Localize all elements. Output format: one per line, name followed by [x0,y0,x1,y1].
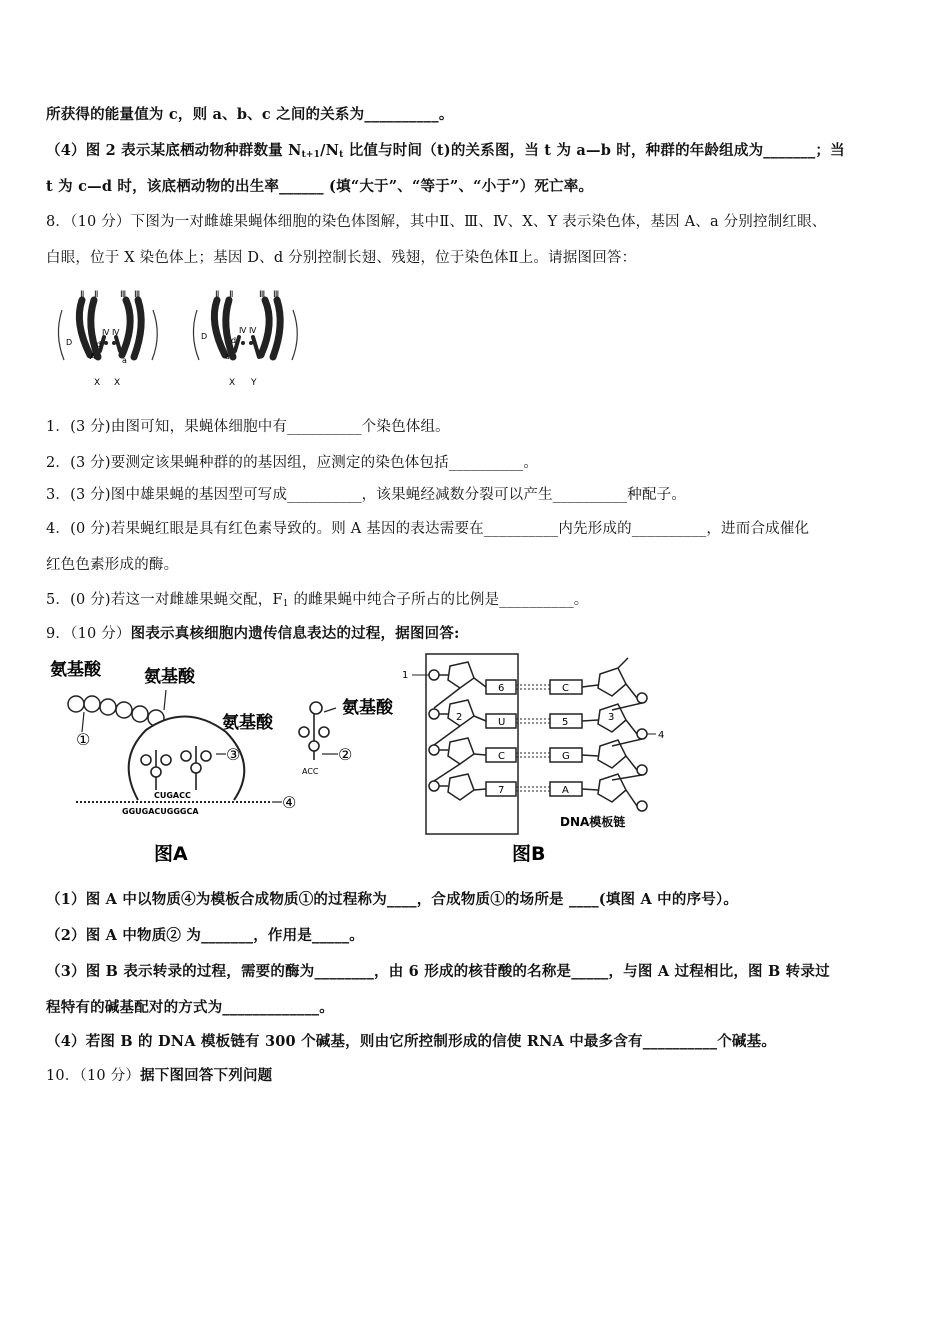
q8-stem-line-1: 8．（10 分）下图为一对雌雄果蝇体细胞的染色体图解，其中Ⅱ、Ⅲ、Ⅳ、X、Y 表示染色体，基因 A、a 分别控制红眼、 [46,214,827,230]
figB-base-G: G [562,751,570,762]
figB-caption: 图B [512,843,546,865]
hydrogen-bonds [516,685,550,791]
label-Y-male: Y [251,378,257,388]
male-karyotype [193,290,297,388]
q7-line-2: （4）图 2 表示某底栖动物种群数量 $N_{t+1}/N_t$ 比值与时间（t)的关系图，当 t 为 a—b 时，种群的年龄组成为_______；当 [46,142,845,160]
q9-sub-4: （4）若图 B 的 DNA 模板链有 300 个碱基，则由它所控制形成的信使 RNA 中最多含有__________个碱基。 [46,1033,777,1050]
female-karyotype [58,290,157,388]
figA-label-3: ③ [226,745,241,764]
figA-amino-acid-4: 氨基酸 [342,698,393,718]
label-III-male: Ⅲ [259,290,266,300]
label-X-female-1: X [94,378,101,388]
figA-caption: 图A [154,843,188,865]
gene-a-male: a [225,352,230,361]
free-trna [299,702,329,760]
gene-a-female: a [122,356,127,365]
label-III-male-2: Ⅲ [273,290,280,300]
q9-sub-1: （1）图 A 中以物质④为模板合成物质①的过程称为____，合成物质①的场所是 ____(填图 A 中的序号）。 [46,891,739,908]
figA-label-4: ④ [282,793,297,812]
q8-sub-5: 5．(0 分)若这一对雌雄果蝇交配，$F_1$ 的雌果蝇中纯合子所占的比例是__________。 [46,592,589,609]
gene-D-male: D [201,332,208,341]
label-II-female: Ⅱ [80,290,85,300]
q10-stem: 10．（10 分）据下图回答下列问题 [46,1067,273,1084]
q8-sub-4-line-1: 4．(0 分)若果蝇红眼是具有红色素导致的。则 A 基因的表达需要在__________内先形成的__________，进而合成催化 [46,521,810,537]
peptide-chain [68,696,164,726]
figB-base-A: A [562,785,569,796]
chromosome-figure [50,285,310,390]
q8-sub-1: 1．(3 分)由图可知，果蝇体细胞中有__________个染色体组。 [46,419,450,435]
label-X-male: X [229,378,236,388]
figB-label-5: 5 [562,717,569,728]
q8-sub-3: 3．(3 分)图中雄果蝇的基因型可写成__________，该果蝇经减数分裂可以产生__________种配子。 [46,487,687,503]
gene-d-male: d [231,336,237,345]
q9-sub-2: （2）图 A 中物质② 为_______，作用是_____。 [46,927,364,944]
figure-b-transcription [402,650,680,875]
figA-amino-acid-3: 氨基酸 [222,713,273,733]
figB-base-C-dna: C [562,683,569,694]
label-II-female-2: Ⅱ [94,290,99,300]
q9-sub-3-line-2: 程特有的碱基配对的方式为_____________。 [46,999,334,1016]
label-III-female: Ⅲ [120,290,127,300]
q7-line-1: 所获得的能量值为 c，则 a、b、c 之间的关系为__________。 [46,106,454,123]
label-X-female-2: X [114,378,121,388]
figA-label-1: ① [76,730,91,749]
figA-amino-acid-1: 氨基酸 [50,660,101,680]
figB-label-7: 7 [498,785,505,796]
figA-anticodon: CUGACC [154,791,191,800]
q9-stem: 9．（10 分）图表示真核细胞内遗传信息表达的过程，据图回答: [46,625,460,642]
figB-label-1: 1 [402,670,409,681]
label-IV-female-2: Ⅳ [112,328,120,337]
label-II-male: Ⅱ [215,290,220,300]
gene-D-female: D [66,338,73,347]
q8-sub-2: 2．(3 分)要测定该果蝇种群的的基因组，应测定的染色体包括__________。 [46,455,539,471]
figA-acc: ACC [302,767,319,776]
figB-template-label: DNA模板链 [560,815,626,829]
figB-label-2: 2 [456,712,463,723]
q8-sub-4-line-2: 红色色素形成的酶。 [46,557,179,573]
label-IV-female: Ⅳ [102,328,110,337]
gene-d-female: d [96,340,102,349]
figB-label-4: 4 [658,730,665,741]
q8-stem-line-2: 白眼，位于 X 染色体上；基因 D、d 分别控制长翅、残翅，位于染色体Ⅱ上。请据图回答： [46,250,637,266]
label-IV-male-2: Ⅳ [249,326,257,335]
figure-a-translation [46,650,416,875]
q7-line-3: t 为 c—d 时，该底栖动物的出生率______ (填“大于”、“等于”、“小于”）死亡率。 [46,178,594,195]
figB-label-3: 3 [608,712,615,723]
gene-A-female: A [90,352,96,361]
label-IV-male: Ⅳ [239,326,247,335]
figA-amino-acid-2: 氨基酸 [144,667,195,687]
figA-label-2: ② [338,745,353,764]
label-II-male-2: Ⅱ [229,290,234,300]
figB-base-C-rna: C [498,751,505,762]
figB-label-6: 6 [498,683,505,694]
figA-mrna-sequence: GGUGACUGGGCA [122,807,199,816]
label-III-female-2: Ⅲ [134,290,141,300]
figB-base-U: U [498,717,506,728]
q9-sub-3-line-1: （3）图 B 表示转录的过程，需要的酶为________，由 6 形成的核苷酸的名称是_____，与图 A 过程相比，图 B 转录过 [46,963,830,980]
